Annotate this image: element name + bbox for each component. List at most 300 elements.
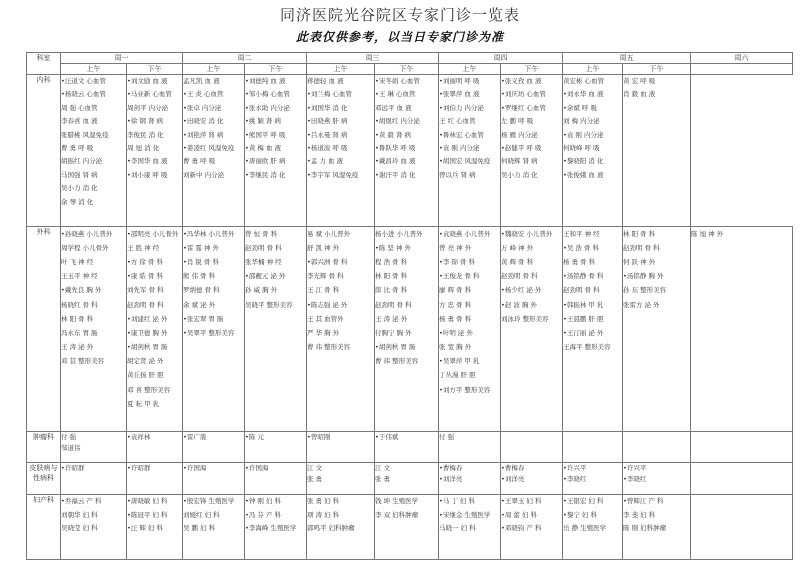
dept-name: 皮肤病与性病科: [27, 462, 61, 494]
schedule-cell: [563, 226, 623, 432]
doctor-entry: •袁 刚 内分泌: [439, 143, 480, 152]
doctor-entry: •王俊龙 骨 科: [439, 272, 480, 281]
doctor-entry: 孙 威 胸 外: [245, 286, 278, 295]
doctor-entry: 李俊民 消 化: [127, 130, 164, 139]
schedule-cell: [623, 432, 691, 462]
doctor-entry: 林 阳 骨 科: [375, 272, 408, 281]
doctor-entry: •李海峰 生殖医学: [245, 524, 297, 533]
doctor-entry: •胡国宏 风湿免疫: [439, 157, 491, 166]
doctor-entry: 方 忠 骨 科: [439, 300, 472, 309]
schedule-cell: [439, 495, 501, 560]
doctor-entry: 付 强: [61, 433, 77, 442]
doctor-entry: •许昭群: [61, 463, 85, 472]
doctor-entry: 周剑平 内分泌: [127, 103, 169, 112]
session-header-pm: 下午: [245, 64, 307, 75]
schedule-cell: [375, 226, 439, 432]
schedule-table: [26, 52, 793, 560]
schedule-cell: [127, 462, 183, 494]
doctor-entry: 郎 比 骨 科: [375, 286, 408, 295]
doctor-entry: •刘永华 血 液: [563, 90, 604, 99]
doctor-entry: 万 峰 神 外: [501, 243, 534, 252]
doctor-entry: •杨晓云 心血管: [61, 90, 106, 99]
doctor-entry: •曹梅春: [439, 463, 463, 472]
doctor-entry: 邓远平 血 液: [375, 103, 412, 112]
doctor-entry: •曾辉江 产 科: [623, 497, 664, 506]
doctor-entry: •胡剑秋 胃 肠: [375, 343, 416, 352]
doctor-entry: 杨小进 小儿普外: [375, 229, 423, 238]
doctor-entry: •曹梅春: [501, 463, 525, 472]
doctor-entry: 刘先军 骨 科: [127, 286, 164, 295]
doctor-entry: 王玉平 神 经: [61, 272, 98, 281]
doctor-entry: 马晓一 妇 科: [439, 524, 476, 533]
doctor-entry: 王 红 心血管: [439, 117, 476, 126]
doctor-entry: 邓 甚 整形美容: [61, 357, 105, 366]
doctor-entry: •肖 锐 骨 科: [183, 257, 220, 266]
schedule-cell: [183, 462, 245, 494]
doctor-entry: 李春喜 血 液: [61, 117, 98, 126]
doctor-entry: 胡振红 内分泌: [61, 157, 103, 166]
schedule-cell: [183, 75, 245, 227]
doctor-entry: •刘文励 血 液: [127, 77, 168, 85]
schedule-cell: [691, 495, 793, 560]
schedule-cell: [375, 432, 439, 462]
schedule-cell: [501, 75, 563, 227]
doctor-entry: •刘艳萍 肾 病: [183, 130, 224, 139]
doctor-entry: •黄 梅 血 液: [245, 143, 282, 152]
doctor-entry: 王和平 神 经: [563, 229, 600, 238]
doctor-entry: •邹小梅 心血管: [245, 90, 290, 99]
doctor-entry: •汪 辉 妇 科: [127, 524, 164, 533]
doctor-entry: 蒋德轻 血 液: [307, 77, 344, 85]
doctor-entry: •许兴平: [563, 463, 587, 472]
doctor-entry: 杨 勇 骨 科: [439, 314, 472, 323]
doctor-entry: 张雷方 泌 外: [623, 300, 660, 309]
doctor-entry: •孟 力 血 液: [307, 157, 344, 166]
doctor-entry: 岳 静 生殖医学: [563, 524, 607, 533]
doctor-entry: •李晓红: [563, 474, 587, 483]
doctor-entry: 黄宏彬 心血管: [563, 77, 605, 85]
doctor-entry: •宋继金 生殖医学: [439, 510, 491, 519]
schedule-cell: [375, 75, 439, 227]
schedule-cell: [127, 226, 183, 432]
doctor-entry: •熊国平 呼 吸: [245, 130, 286, 139]
day-header: 周五: [563, 53, 691, 64]
doctor-entry: 刘媛红 妇 科: [183, 510, 220, 519]
doctor-entry: •曾昭刚: [307, 433, 331, 442]
doctor-entry: 舒 凯 神 外: [307, 243, 340, 252]
schedule-cell: [501, 462, 563, 494]
doctor-entry: 肖 毅 血 液: [623, 90, 656, 99]
doctor-entry: 李 双 妇科肿瘤: [375, 510, 419, 519]
doctor-entry: •唐晓敏 妇 科: [127, 497, 168, 506]
schedule-cell: [691, 226, 793, 432]
doctor-entry: 付胸宁 胸 外: [375, 328, 412, 337]
schedule-cell: [61, 495, 127, 560]
schedule-cell: [439, 462, 501, 494]
schedule-cell: [501, 432, 563, 462]
doctor-entry: 林 阳 骨 科: [61, 314, 94, 323]
doctor-entry: 孙 东 整形美容: [623, 286, 667, 295]
doctor-entry: •刘国华 消 化: [307, 103, 348, 112]
doctor-entry: •许国海: [183, 463, 207, 472]
dept-row: [27, 75, 793, 227]
doctor-entry: 刘 梅 内分泌: [563, 117, 600, 126]
schedule-cell: [501, 495, 563, 560]
doctor-entry: 余 斌 泌 外: [183, 300, 216, 309]
doctor-entry: 邹道伟: [61, 444, 81, 453]
dept-name: 内科: [27, 75, 61, 227]
session-header-am: 上午: [563, 64, 623, 75]
doctor-entry: 刘冰玲 整形美容: [501, 314, 549, 323]
doctor-entry: •刘建红 泌 外: [127, 314, 168, 323]
doctor-entry: 赵劲明 骨 科: [245, 243, 282, 252]
day-header: 周二: [183, 53, 307, 64]
day-header: 周六: [691, 53, 793, 64]
doctor-entry: •黎宁 妇 科: [563, 510, 597, 519]
doctor-entry: •邵明亮 小儿骨外: [127, 229, 179, 238]
dept-name: 妇产科: [27, 495, 61, 560]
schedule-cell: [563, 495, 623, 560]
session-header-am: 上午: [439, 64, 501, 75]
page-title: 同济医院光谷院区专家门诊一览表: [279, 6, 520, 24]
doctor-entry: 张 勇: [375, 474, 391, 483]
doctor-entry: •胡煜红 内分泌: [375, 117, 420, 126]
doctor-entry: 夏 耘 甲 乳: [127, 399, 160, 408]
doctor-entry: 王 涛 泌 外: [375, 314, 408, 323]
schedule-cell: [501, 226, 563, 432]
doctor-entry: •胡剑秋 胃 肠: [127, 343, 168, 352]
dept-name: 肿瘤科: [27, 432, 61, 462]
doctor-entry: •邵靓元 泌 外: [245, 272, 286, 281]
doctor-entry: •刘洋亮: [439, 474, 463, 483]
doctor-entry: •殷宏锋 生殖医学: [183, 497, 235, 506]
doctor-entry: 黄 宏 呼 吸: [623, 77, 656, 85]
doctor-entry: 王 胜 神 经: [127, 243, 160, 252]
doctor-entry: •姜凌红 风湿免疫: [183, 143, 235, 152]
doctor-entry: 刘朝华 妇 科: [61, 510, 98, 519]
doctor-entry: •邓晓钧 产 科: [501, 524, 542, 533]
doctor-entry: 付 强: [439, 433, 455, 442]
schedule-cell: [183, 495, 245, 560]
doctor-entry: •韩振林 甲 乳: [563, 300, 604, 309]
doctor-entry: 易 斌 小儿普外: [307, 229, 351, 238]
doctor-entry: 赵劲明 骨 科: [127, 300, 164, 309]
doctor-entry: 赵劲明 骨 科: [375, 300, 412, 309]
doctor-entry: 项 涛 妇 科: [307, 510, 340, 519]
doctor-entry: 王 其 血管外: [307, 314, 344, 323]
session-header-am: 上午: [183, 64, 245, 75]
doctor-entry: 熊 伟 骨 科: [183, 272, 216, 281]
doctor-entry: •杨少红 泌 外: [501, 286, 542, 295]
doctor-entry: 张华楠 神 经: [245, 257, 282, 266]
doctor-entry: •吴 浩 骨 科: [563, 243, 600, 252]
doctor-entry: •刘方平 整形美容: [439, 385, 491, 394]
doctor-entry: •田晓燕 肝 病: [307, 117, 348, 126]
schedule-cell: [61, 462, 127, 494]
doctor-entry: •雷 霆 神 外: [183, 243, 220, 252]
doctor-entry: 张 宽 胸 外: [439, 343, 472, 352]
doctor-entry: •陈 坚 神 外: [375, 243, 412, 252]
doctor-entry: •乔福云 产 科: [61, 497, 102, 506]
doctor-entry: •周 蕾 妇 科: [501, 510, 538, 519]
doctor-entry: 江 文: [307, 463, 323, 472]
doctor-entry: 叶 飞 神 经: [61, 257, 94, 266]
schedule-cell: [563, 462, 623, 494]
doctor-entry: 林 阳 骨 科: [623, 229, 656, 238]
doctor-entry: •雷广震: [183, 433, 207, 442]
doctor-entry: •刘丽明 呼 吸: [439, 77, 480, 85]
session-header-pm: 下午: [501, 64, 563, 75]
doctor-entry: •鲁林宏 心血管: [439, 130, 484, 139]
schedule-cell: [623, 495, 691, 560]
doctor-entry: 程 浩 骨 科: [375, 257, 408, 266]
schedule-cell: [691, 432, 793, 462]
doctor-entry: 江 文: [375, 463, 391, 472]
doctor-entry: 张腊桃 风湿免疫: [61, 130, 109, 139]
doctor-entry: •吴翠萍 甲 乳: [439, 357, 480, 366]
doctor-entry: •陈志强 泌 外: [307, 300, 348, 309]
doctor-entry: 严 华 胸 外: [307, 328, 340, 337]
schedule-body: [27, 75, 793, 560]
doctor-entry: 杨晓红 骨 科: [61, 300, 98, 309]
doctor-entry: 廖 辉 骨 科: [439, 286, 472, 295]
doctor-entry: •黄 毅 肾 病: [375, 130, 412, 139]
doctor-entry: 胡定贤 泌 外: [127, 357, 164, 366]
doctor-entry: •王晨鹏 肝 胆: [563, 314, 604, 323]
doctor-entry: •赵健平 呼 吸: [501, 143, 542, 152]
doctor-entry: •汤铭静 胸 外: [623, 272, 664, 281]
doctor-entry: 王 江 骨 科: [307, 286, 340, 295]
dept-name: 外科: [27, 226, 61, 432]
doctor-entry: •魏晓安 小儿普外: [501, 229, 553, 238]
doctor-entry: •田晓安 消 化: [183, 117, 224, 126]
dept-row: [27, 432, 793, 462]
schedule-cell: [127, 495, 183, 560]
doctor-entry: 邓 喜 整形美容: [127, 385, 171, 394]
day-header: 周四: [439, 53, 563, 64]
doctor-entry: •袁晓燕 小儿普外: [439, 229, 491, 238]
doctor-entry: 冯永东 胃 肠: [61, 328, 98, 337]
doctor-entry: •鲁跃华 呼 吸: [375, 143, 416, 152]
doctor-entry: 张 勇: [307, 474, 323, 483]
doctor-entry: 周 强 心血管: [61, 103, 98, 112]
schedule-cell: [439, 75, 501, 227]
doctor-entry: 赵劲明 骨 科: [563, 286, 600, 295]
doctor-entry: •戴昌玲 血 液: [375, 157, 416, 166]
doctor-entry: •王翠玉 妇 科: [501, 497, 542, 506]
schedule-cell: [623, 75, 691, 227]
doctor-entry: 曹 勇 呼 吸: [183, 157, 216, 166]
doctor-entry: •张卓 内分泌: [183, 103, 222, 112]
doctor-entry: •钟 刚 妇 科: [245, 497, 282, 506]
schedule-cell: [439, 432, 501, 462]
schedule-cell: [307, 495, 375, 560]
doctor-entry: 吴小力 消 化: [501, 170, 538, 179]
doctor-entry: •方 徐 骨 科: [127, 257, 164, 266]
doctor-entry: 余 琴 消 化: [61, 197, 94, 206]
doctor-entry: •袁 刚 内分泌: [563, 130, 604, 139]
schedule-cell: [623, 462, 691, 494]
doctor-entry: 张 勇 妇 科: [307, 497, 340, 506]
schedule-cell: [245, 462, 307, 494]
doctor-entry: •谢汗平 消 化: [375, 170, 416, 179]
doctor-entry: •张俊娥 血 液: [563, 170, 604, 179]
schedule-cell: [245, 495, 307, 560]
schedule-cell: [183, 226, 245, 432]
doctor-entry: 李光辉 骨 科: [307, 272, 344, 281]
dept-row: [27, 462, 793, 494]
doctor-entry: •于伟斌: [375, 433, 399, 442]
doctor-entry: •袁祥林: [127, 433, 151, 442]
doctor-entry: 赵劲明 骨 科: [501, 272, 538, 281]
doctor-entry: •吴翠平 整形美容: [183, 328, 235, 337]
doctor-entry: 陈 刚 妇科肿瘤: [623, 524, 667, 533]
doctor-entry: 刘新中 内分泌: [183, 170, 225, 179]
doctor-entry: 何晓峰 呼 吸: [563, 143, 600, 152]
doctor-entry: 曹 玮 整形美容: [307, 343, 351, 352]
doctor-entry: •王 琳 心血管: [375, 90, 416, 99]
doctor-entry: 孟凡凯 血 液: [183, 77, 220, 85]
page-subtitle: 此表仅供参考，以当日专家门诊为准: [295, 30, 504, 44]
doctor-entry: 周 旭 消 化: [127, 143, 160, 152]
schedule-cell: [61, 432, 127, 462]
doctor-entry: •王 炎 心血管: [183, 90, 224, 99]
doctor-entry: •唐丽欧 肝 病: [245, 157, 286, 166]
session-header-am: 上午: [61, 64, 127, 75]
doctor-entry: •康卫德 胸 外: [127, 328, 168, 337]
schedule-cell: [245, 75, 307, 227]
doctor-entry: •李晓红: [623, 474, 647, 483]
doctor-entry: 曹 勇 呼 吸: [61, 143, 94, 152]
doctor-entry: •刘德纯 血 液: [245, 77, 286, 85]
dept-row: [27, 495, 793, 560]
doctor-entry: •刘兰梅 心血管: [307, 90, 352, 99]
schedule-cell: [563, 75, 623, 227]
session-header-pm: 下午: [127, 64, 183, 75]
doctor-entry: •张翠萍 血 液: [439, 90, 480, 99]
doctor-entry: 马国强 肾 病: [61, 170, 98, 179]
doctor-entry: •冯华林 小儿普外: [183, 229, 235, 238]
doctor-entry: •李 锦 骨 科: [439, 257, 476, 266]
schedule-cell: [375, 462, 439, 494]
doctor-entry: 吴晓莹 妇 科: [61, 524, 98, 533]
doctor-entry: •许昭群: [127, 463, 151, 472]
doctor-entry: •刘庆坊 心血管: [501, 90, 546, 99]
doctor-entry: 罗炳德 骨 科: [183, 286, 220, 295]
day-header: 周三: [307, 53, 439, 64]
doctor-entry: •陈冠平 妇 科: [127, 510, 168, 519]
doctor-entry: •王汀丽 泌 外: [563, 328, 604, 337]
doctor-entry: •李继民 消 化: [245, 170, 286, 179]
doctor-entry: •马 丁 妇 科: [439, 497, 476, 506]
doctor-entry: 曾 亮 神 外: [439, 243, 472, 252]
schedule-cell: [183, 432, 245, 462]
doctor-entry: •余斌 呼 吸: [563, 103, 597, 112]
doctor-entry: 吴 鹏 妇 科: [183, 524, 216, 533]
doctor-entry: 吴晓平 整形美容: [245, 300, 293, 309]
doctor-entry: •黎晓阳 消 化: [563, 157, 604, 166]
doctor-entry: •张义孜 血 液: [501, 77, 542, 85]
doctor-entry: •陈 元: [245, 433, 264, 442]
doctor-entry: 曾以兵 肾 病: [439, 170, 476, 179]
schedule-cell: [439, 226, 501, 432]
doctor-entry: •冯 芬 产 科: [245, 510, 282, 519]
doctor-entry: •许兴平: [623, 463, 647, 472]
doctor-entry: 何 跃 神 外: [623, 257, 656, 266]
session-header-pm: 下午: [375, 64, 439, 75]
doctor-entry: 郭鸣平 妇科肿瘤: [307, 524, 355, 533]
schedule-cell: [691, 462, 793, 494]
doctor-entry: •张永助 内分泌: [245, 103, 290, 112]
doctor-entry: •戴先良 胸 外: [61, 286, 102, 295]
doctor-entry: •汪道文 心血管: [61, 77, 106, 85]
session-header-pm: 下午: [623, 64, 691, 75]
schedule-cell: [127, 432, 183, 462]
schedule-cell: [127, 75, 183, 227]
doctor-entry: 陈 旭 神 外: [691, 229, 724, 238]
doctor-entry: •李国华 血 液: [127, 157, 168, 166]
doctor-entry: 左 鹏 呼 吸: [501, 117, 534, 126]
doctor-entry: •王银宏 妇 科: [563, 497, 604, 506]
doctor-entry: •汤铭静 骨 科: [563, 272, 604, 281]
day-header: 周一: [61, 53, 183, 64]
doctor-entry: 何晓辉 肾 病: [501, 157, 538, 166]
schedule-cell: [623, 226, 691, 432]
doctor-entry: •赵 波 胸 外: [501, 300, 538, 309]
doctor-entry: •刘小康 呼 吸: [127, 170, 168, 179]
doctor-entry: •叶明 泌 外: [439, 328, 473, 337]
dept-row: [27, 226, 793, 432]
doctor-entry: •罗继红 心血管: [501, 103, 546, 112]
doctor-entry: •孙晓燕 小儿普外: [61, 229, 113, 238]
doctor-entry: •杨道波 呼 吸: [307, 143, 348, 152]
schedule-cell: [307, 432, 375, 462]
session-header-saturday: [691, 64, 793, 75]
schedule-cell: [245, 226, 307, 432]
doctor-entry: 钱 坤 生殖医学: [375, 497, 419, 506]
schedule-cell: [563, 432, 623, 462]
doctor-entry: 杨 雁 内分泌: [501, 130, 538, 139]
doctor-entry: •姚 颖 肾 病: [245, 117, 282, 126]
schedule-cell: [61, 75, 127, 227]
doctor-entry: •张宏翠 胃 肠: [183, 314, 224, 323]
schedule-cell: [307, 75, 375, 227]
doctor-entry: 赵劲明 骨 科: [623, 243, 660, 252]
session-header-am: 上午: [307, 64, 375, 75]
doctor-entry: •宋冬娟 心血管: [375, 77, 420, 85]
schedule-cell: [375, 495, 439, 560]
schedule-cell: [307, 226, 375, 432]
doctor-entry: •刘伯力 内分泌: [439, 103, 484, 112]
doctor-entry: 吴小力 消 化: [61, 184, 98, 193]
doctor-entry: 曹 玮 整形美容: [375, 357, 419, 366]
doctor-entry: •马业新 心血管: [127, 90, 172, 99]
doctor-entry: 黄 辉 骨 科: [501, 257, 534, 266]
doctor-entry: 曾 恒 骨 科: [245, 229, 278, 238]
doctor-entry: •康 皓 骨 科: [127, 272, 164, 281]
doctor-entry: 黄丘扬 肝 胆: [127, 371, 164, 380]
doctor-entry: •李宇军 风湿免疫: [307, 170, 359, 179]
doctor-entry: •郭兴洲 骨 科: [307, 257, 348, 266]
doctor-entry: •许国海: [245, 463, 269, 472]
doctor-entry: •徐 钢 肾 病: [127, 117, 164, 126]
doctor-entry: 丁丛漫 肝 胆: [439, 371, 476, 380]
doctor-entry: •吕永曼 肾 病: [307, 130, 348, 139]
dept-column-header: 科室: [27, 53, 61, 75]
doctor-entry: •刘洋亮: [501, 474, 525, 483]
doctor-entry: 王 涛 泌 外: [61, 343, 94, 352]
schedule-cell: [245, 432, 307, 462]
